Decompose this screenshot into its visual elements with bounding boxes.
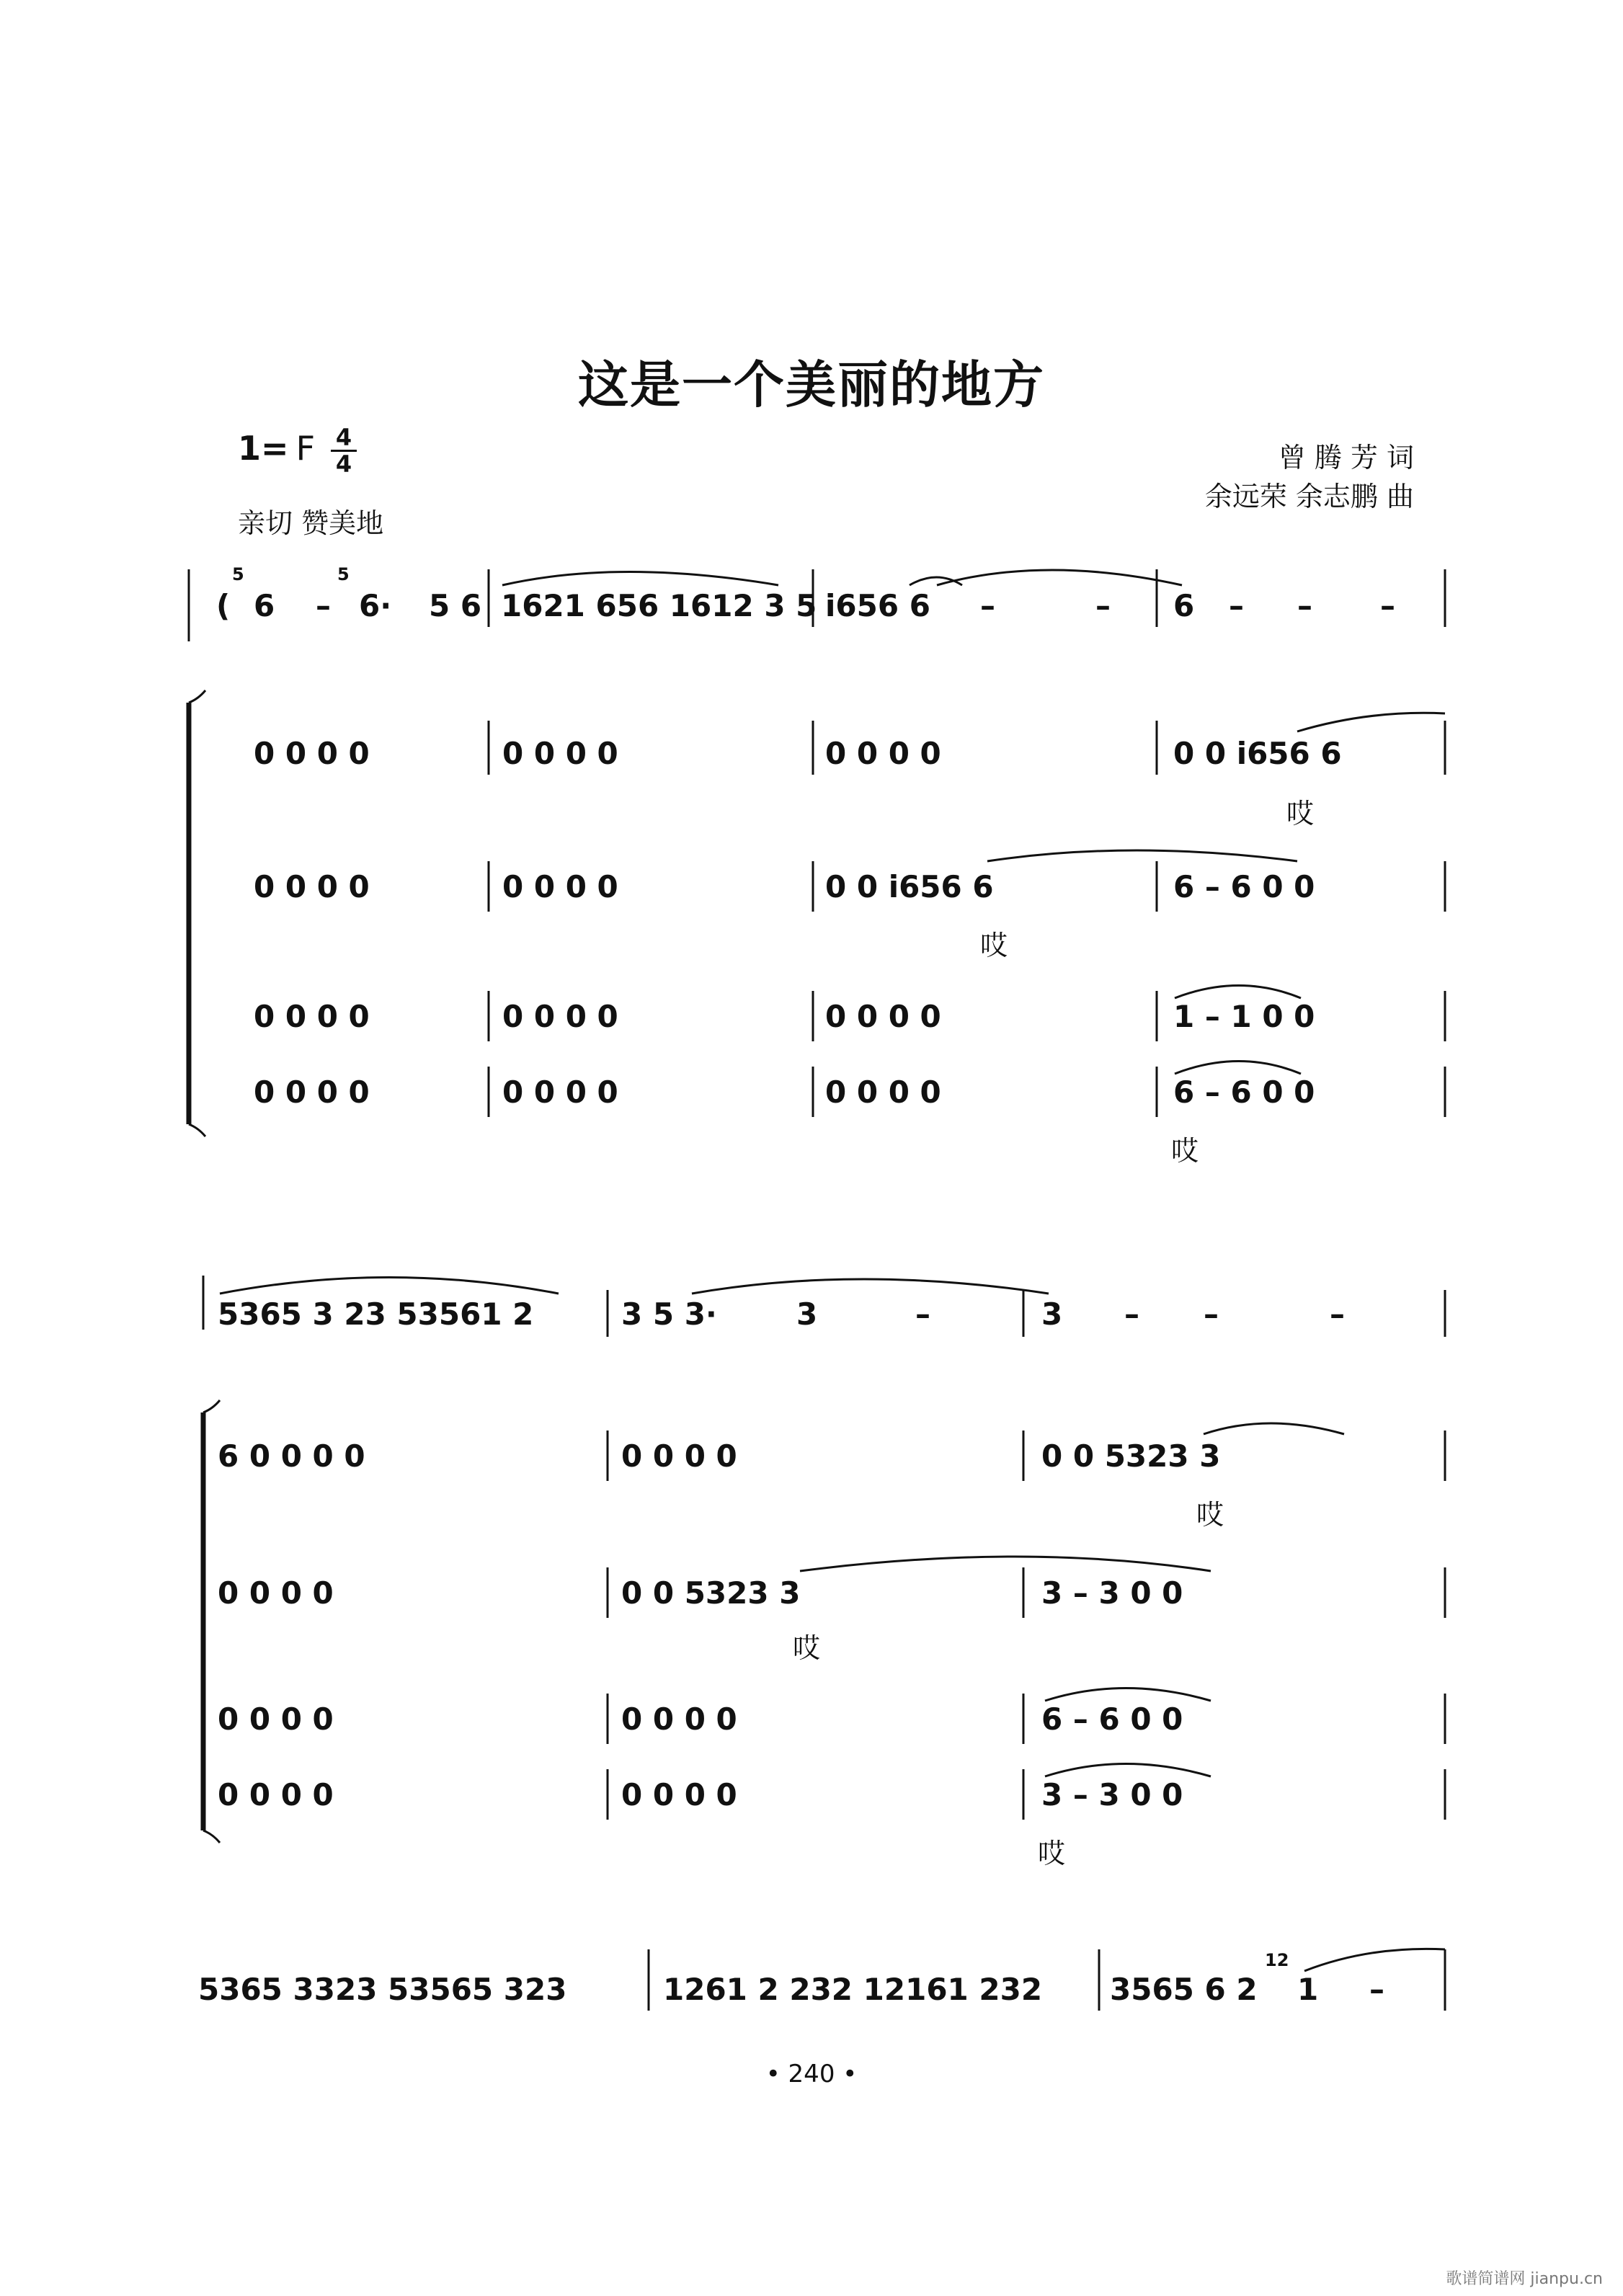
svg-text:–: – — [1204, 1296, 1219, 1332]
svg-text:3565 6 2: 3565 6 2 — [1110, 1972, 1258, 2007]
svg-text:12: 12 — [1265, 1950, 1289, 1970]
system-1-melody — [216, 564, 1395, 623]
svg-text:0 0 0 0: 0 0 0 0 — [502, 736, 618, 771]
svg-text:–: – — [1095, 588, 1111, 623]
svg-text:6 0 0 0 0: 6 0 0 0 0 — [218, 1438, 365, 1474]
system-3-melody — [198, 1949, 1445, 2011]
time-bottom: 4 — [335, 450, 352, 478]
barlines-2 — [608, 1290, 1445, 1820]
svg-text:0 0 0 0: 0 0 0 0 — [825, 736, 941, 771]
svg-text:–: – — [915, 1296, 930, 1332]
system-1-voice-1 — [254, 713, 1445, 829]
svg-text:0 0 5323 3: 0 0 5323 3 — [621, 1575, 801, 1611]
svg-text:6 – 6 0 0: 6 – 6 0 0 — [1173, 869, 1315, 904]
svg-text:0 0 0 0: 0 0 0 0 — [254, 736, 370, 771]
svg-text:0 0 0 0: 0 0 0 0 — [218, 1701, 334, 1737]
barlines-1 — [489, 569, 1445, 1117]
key-label: 1= — [238, 429, 289, 468]
svg-text:0 0 5323 3: 0 0 5323 3 — [1041, 1438, 1221, 1474]
svg-text:0 0 i656 6: 0 0 i656 6 — [825, 869, 994, 904]
system-2-voice-2 — [218, 1557, 1211, 1664]
svg-text:0 0 0 0: 0 0 0 0 — [218, 1575, 334, 1611]
system-2-voice-4 — [218, 1764, 1211, 1870]
page-number: • 240 • — [765, 2060, 858, 2088]
svg-text:–: – — [316, 588, 331, 623]
svg-text:0 0 0 0: 0 0 0 0 — [254, 1074, 370, 1110]
svg-text:–: – — [1124, 1296, 1139, 1332]
svg-text:0 0 0 0: 0 0 0 0 — [621, 1701, 737, 1737]
svg-text:–: – — [980, 588, 995, 623]
bracket-1 — [189, 569, 205, 1136]
svg-text:1261 2 232 12161 232: 1261 2 232 12161 232 — [663, 1972, 1043, 2007]
svg-text:0 0 i656 6: 0 0 i656 6 — [1173, 736, 1342, 771]
svg-text:–: – — [1297, 588, 1312, 623]
svg-text:0 0 0 0: 0 0 0 0 — [254, 869, 370, 904]
svg-text:0 0 0 0: 0 0 0 0 — [502, 999, 618, 1034]
svg-text:1: 1 — [1297, 1972, 1319, 2007]
svg-text:1 – 1 0 0: 1 – 1 0 0 — [1173, 999, 1315, 1034]
svg-text:1621 656 1612 3 5: 1621 656 1612 3 5 — [501, 588, 817, 623]
lyric-hai: 哎 — [1196, 1499, 1224, 1531]
svg-text:0 0 0 0: 0 0 0 0 — [254, 999, 370, 1034]
svg-text:5365 3 23 53561 2: 5365 3 23 53561 2 — [218, 1296, 534, 1332]
svg-text:3: 3 — [796, 1296, 818, 1332]
svg-text:3 – 3 0 0: 3 – 3 0 0 — [1041, 1777, 1183, 1812]
svg-text:5365 3323 53565 323: 5365 3323 53565 323 — [198, 1972, 567, 2007]
system-2-melody — [218, 1278, 1345, 1332]
svg-text:0 0 0 0: 0 0 0 0 — [502, 869, 618, 904]
composer-credit: 余远荣 余志鹏 曲 — [1204, 481, 1414, 512]
key-note: F — [295, 429, 316, 468]
lyric-hai: 哎 — [1171, 1135, 1199, 1167]
lyric-hai: 哎 — [793, 1632, 821, 1664]
svg-text:6·: 6· — [359, 588, 392, 623]
watermark: 歌谱简谱网 jianpu.cn — [1446, 2270, 1603, 2288]
svg-text:–: – — [1229, 588, 1244, 623]
svg-text:0 0 0 0: 0 0 0 0 — [825, 1074, 941, 1110]
svg-text:0 0 0 0: 0 0 0 0 — [502, 1074, 618, 1110]
system-2-voice-3 — [218, 1688, 1211, 1737]
lyricist-credit: 曾 腾 芳 词 — [1278, 442, 1414, 473]
svg-text:0 0 0 0: 0 0 0 0 — [621, 1777, 737, 1812]
lyric-hai: 哎 — [980, 930, 1008, 961]
svg-text:–: – — [1380, 588, 1395, 623]
bracket-2 — [203, 1276, 220, 1843]
svg-text:6 – 6 0 0: 6 – 6 0 0 — [1173, 1074, 1315, 1110]
svg-text:3 – 3 0 0: 3 – 3 0 0 — [1041, 1575, 1183, 1611]
time-top: 4 — [335, 424, 352, 451]
svg-text:5: 5 — [232, 564, 244, 584]
svg-text:0 0 0 0: 0 0 0 0 — [621, 1438, 737, 1474]
svg-text:(: ( — [216, 588, 231, 623]
svg-text:5: 5 — [337, 564, 350, 584]
score-title: 这是一个美丽的地方 — [578, 355, 1045, 414]
svg-text:0 0 0 0: 0 0 0 0 — [218, 1777, 334, 1812]
svg-text:–: – — [1330, 1296, 1345, 1332]
svg-text:5 6: 5 6 — [429, 588, 482, 623]
svg-text:6: 6 — [254, 588, 275, 623]
svg-text:0 0 0 0: 0 0 0 0 — [825, 999, 941, 1034]
tempo-marking: 亲切 赞美地 — [238, 507, 384, 539]
svg-text:3: 3 — [1041, 1296, 1063, 1332]
svg-text:6 – 6 0 0: 6 – 6 0 0 — [1041, 1701, 1183, 1737]
system-2-voice-1 — [218, 1423, 1344, 1531]
lyric-hai: 哎 — [1038, 1838, 1066, 1869]
svg-text:–: – — [1369, 1972, 1384, 2007]
svg-text:6: 6 — [1173, 588, 1195, 623]
svg-text:i656 6: i656 6 — [825, 588, 930, 623]
lyric-hai: 哎 — [1286, 798, 1315, 829]
svg-text:3 5 3·: 3 5 3· — [621, 1296, 717, 1332]
